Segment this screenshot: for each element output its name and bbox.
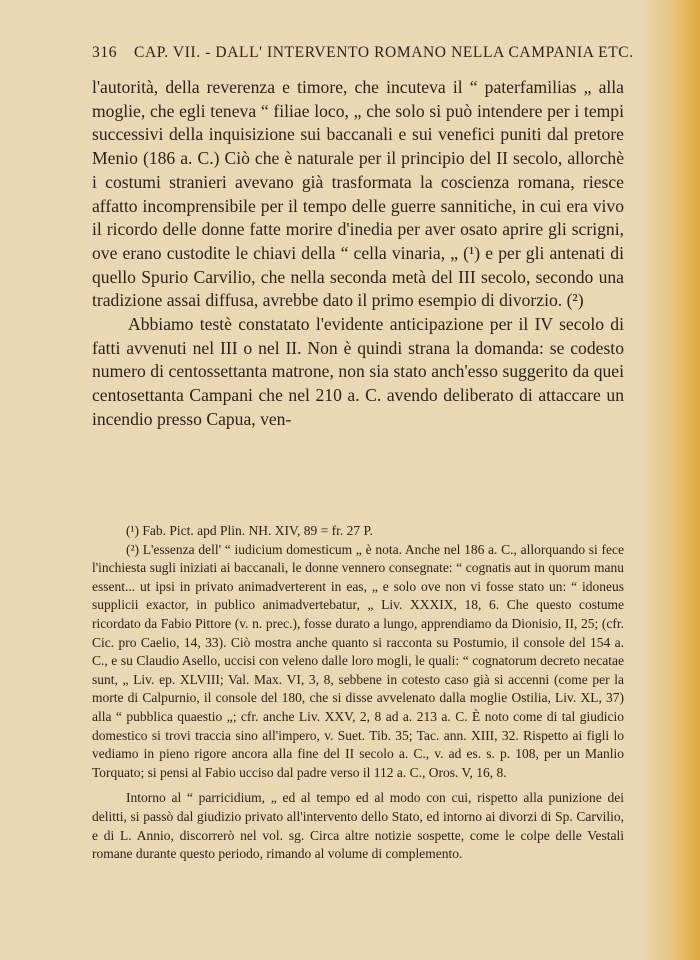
main-text: [92, 76, 624, 432]
paragraph-2: Abbiamo testè constatato l'evidente anticipazione per il IV secolo di fatti avvenuti nel III o nel II. Non è quindi strana la domanda: se codesto numero di centossettanta matrone, non sia stato anch'esso suggerito da quei centosettanta Campani che nel 210 a. C. avendo deliberato di attaccare un incendio presso Capua, ven-: [92, 314, 624, 429]
running-title: CAP. VII. - DALL' INTERVENTO ROMANO NELLA CAMPANIA ETC.: [134, 44, 634, 61]
footnotes: [92, 522, 624, 864]
page-edge-shading: [640, 0, 700, 960]
footnote-1: (¹) Fab. Pict. apd Plin. NH. XIV, 89 = fr. 27 P.: [126, 523, 373, 538]
footnote-continuation: Intorno al “ parricidium, „ ed al tempo ed al modo con cui, rispetto alla punizione dei delitti, si passò dal giudizio privato all'intervento dello Stato, ed intorno ai divorzi di Sp. Carvilio, e di L. Annio, discorrerò nel vol. sg. Circa altre notizie sospette, come le colpe delle Vestali romane durante questo periodo, rimando al volume di complemento.: [92, 790, 624, 862]
footnote-2: (²) L'essenza dell' “ iudicium domesticum „ è nota. Anche nel 186 a. C., allorquando si fece l'inchiesta sugli iniziati ai baccanali, le donne vennero consegnate: “ cognatis aut in quorum manu essent... ut ipsi in privato animadverterent in eas, „ e solo ove non vi fosse stato un: “ idoneus supplicii exactor, in publico animadvertebatur, „ Liv. XXXIX, 18, 6. Che questo costume ricordato da Fabio Pittore (v. n. prec.), fosse durato a lungo, apprendiamo da Dionisio, II, 25; (cfr. Cic. pro Caelio, 14, 33). Ciò mostra anche quanto si racconta su Postumio, il console del 154 a. C., e su Claudio Asello, uccisi con veleno dalle loro mogli, le quali: “ cognatorum decreto necatae sunt, „ Liv. ep. XLVIII; Val. Max. VI, 3, 8, sebbene in cotesto caso già si accenni (come per la morte di Calpurnio, il console del 180, che si disse avvelenato dalla moglie Ostilia, Liv. XL, 37) alla “ pubblica quaestio „; cfr. anche Liv. XXV, 2, 8 ad a. 213 a. C. È noto come di tal giudicio domestico si trovi traccia sino all'impero, v. Suet. Tib. 35; Tac. ann. XIII, 32. Rispetto ai figli lo vediamo in pieno rigore ancora alla fine del II secolo a. C., v. ad es. s. p. 108, per un Manlio Torquato; si pensi al Fabio ucciso dal padre verso il 112 a. C., Oros. V, 16, 8.: [92, 541, 624, 780]
running-header: [92, 44, 634, 62]
page-number: 316: [92, 44, 118, 61]
paragraph-1: l'autorità, della reverenza e timore, che incuteva il “ paterfamilias „ alla moglie, che egli teneva “ filiae loco, „ che solo si può intendere per i tempi successivi della inquisizione sui baccanali e sui venefici puniti dal pretore Menio (186 a. C.) Ciò che è naturale per il principio del II secolo, allorchè i costumi stranieri avevano già trasformata la coscienza romana, riesce affatto incomprensibile per il tempo delle guerre sannitiche, in cui era vivo il ricordo delle donne fatte morire d'inedia per aver osato aprire gli scrigni, ove erano custodite le chiavi della “ cella vinaria, „ (¹) e per gli antenati di quello Spurio Carvilio, che nella seconda metà del III secolo, secondo una tradizione assai diffusa, avrebbe dato il primo esempio di divorzio. (²): [92, 77, 624, 311]
